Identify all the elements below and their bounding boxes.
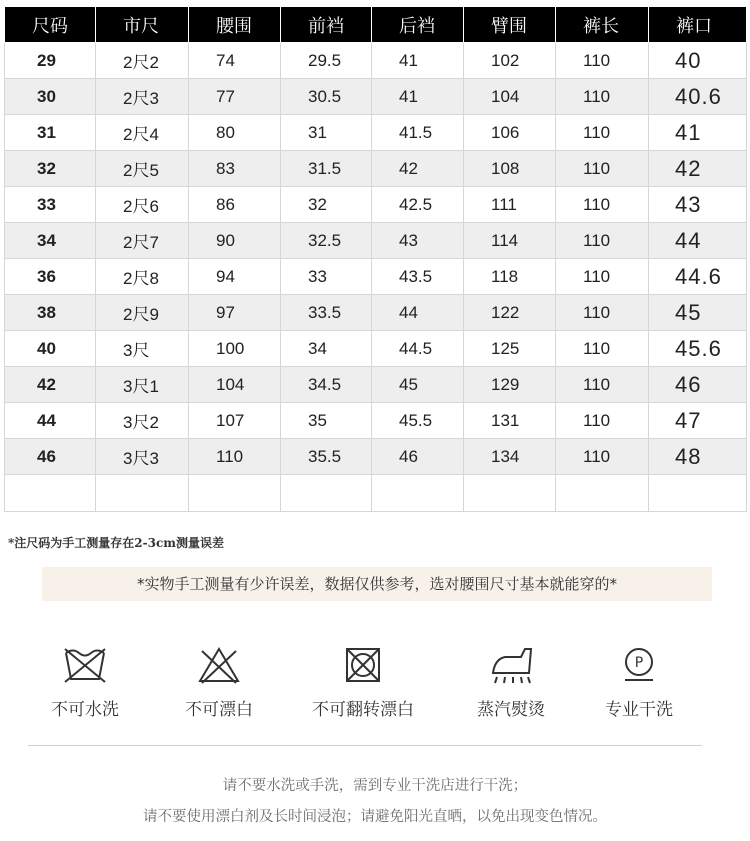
table-row	[5, 151, 747, 187]
cell-length: 110	[556, 115, 649, 151]
cell-chinese-size: 2尺7	[96, 223, 189, 259]
cell-size: 44	[5, 403, 96, 439]
cell-waist: 104	[189, 367, 281, 403]
cell-empty	[5, 475, 96, 512]
cell-waist: 74	[189, 43, 281, 79]
table-row	[5, 439, 747, 475]
cell-empty	[464, 475, 556, 512]
cell-length: 110	[556, 79, 649, 115]
cell-length: 110	[556, 151, 649, 187]
cell-leg-opening: 44	[649, 223, 747, 259]
cell-leg-opening: 45.6	[649, 331, 747, 367]
cell-leg-opening: 43	[649, 187, 747, 223]
cell-back-rise: 42.5	[372, 187, 464, 223]
cell-length: 110	[556, 403, 649, 439]
cell-chinese-size: 2尺8	[96, 259, 189, 295]
table-row	[5, 403, 747, 439]
cell-front-rise: 33.5	[281, 295, 372, 331]
table-row	[5, 259, 747, 295]
steam-iron-icon	[466, 645, 556, 685]
care-label-no-bleach: 不可漂白	[185, 700, 253, 720]
care-dry-clean	[594, 645, 684, 720]
cell-hip: 111	[464, 187, 556, 223]
cell-size: 33	[5, 187, 96, 223]
cell-hip: 129	[464, 367, 556, 403]
cell-empty	[281, 475, 372, 512]
cell-front-rise: 35	[281, 403, 372, 439]
cell-length: 110	[556, 367, 649, 403]
cell-waist: 80	[189, 115, 281, 151]
cell-empty	[649, 475, 747, 512]
measurement-note: *注尺码为手工测量存在2-3cm测量误差	[8, 536, 224, 550]
cell-back-rise: 41	[372, 43, 464, 79]
cell-front-rise: 29.5	[281, 43, 372, 79]
cell-front-rise: 32	[281, 187, 372, 223]
cell-length: 110	[556, 295, 649, 331]
table-row-empty	[5, 475, 747, 512]
cell-waist: 97	[189, 295, 281, 331]
svg-text:P: P	[634, 655, 644, 671]
cell-front-rise: 32.5	[281, 223, 372, 259]
cell-hip: 102	[464, 43, 556, 79]
cell-length: 110	[556, 223, 649, 259]
cell-back-rise: 41.5	[372, 115, 464, 151]
table-row	[5, 295, 747, 331]
cell-hip: 114	[464, 223, 556, 259]
cell-hip: 122	[464, 295, 556, 331]
cell-hip: 108	[464, 151, 556, 187]
footer-line-1: 请不要水洗或手洗，需到专业干洗店进行干洗；	[222, 778, 528, 794]
cell-chinese-size: 2尺5	[96, 151, 189, 187]
header-back-rise: 后裆	[372, 7, 464, 43]
cell-chinese-size: 3尺1	[96, 367, 189, 403]
no-wash-icon	[40, 645, 130, 685]
cell-length: 110	[556, 259, 649, 295]
cell-waist: 100	[189, 331, 281, 367]
care-instructions	[0, 645, 750, 735]
cell-back-rise: 42	[372, 151, 464, 187]
header-size: 尺码	[5, 7, 96, 43]
care-label-steam-iron: 蒸汽熨烫	[477, 700, 545, 720]
cell-leg-opening: 40.6	[649, 79, 747, 115]
disclaimer-banner: *实物手工测量有少许误差，数据仅供参考，选对腰围尺寸基本就能穿的*	[42, 567, 712, 601]
cell-chinese-size: 2尺2	[96, 43, 189, 79]
cell-back-rise: 43	[372, 223, 464, 259]
cell-chinese-size: 3尺2	[96, 403, 189, 439]
no-bleach-icon	[174, 645, 264, 685]
care-label-no-wash: 不可水洗	[51, 700, 119, 720]
cell-length: 110	[556, 331, 649, 367]
cell-leg-opening: 45	[649, 295, 747, 331]
cell-back-rise: 44	[372, 295, 464, 331]
dry-clean-icon	[594, 645, 684, 685]
footer-line-2: 请不要使用漂白剂及长时间浸泡；请避免阳光直晒，以免出现变色情况。	[143, 809, 607, 825]
care-no-wash	[40, 645, 130, 720]
cell-hip: 106	[464, 115, 556, 151]
cell-back-rise: 44.5	[372, 331, 464, 367]
cell-length: 110	[556, 187, 649, 223]
cell-hip: 134	[464, 439, 556, 475]
cell-back-rise: 41	[372, 79, 464, 115]
cell-waist: 83	[189, 151, 281, 187]
cell-front-rise: 33	[281, 259, 372, 295]
cell-hip: 118	[464, 259, 556, 295]
header-front-rise: 前裆	[281, 7, 372, 43]
table-row	[5, 187, 747, 223]
cell-front-rise: 34	[281, 331, 372, 367]
cell-size: 30	[5, 79, 96, 115]
no-tumble-dry-icon	[300, 645, 426, 685]
cell-leg-opening: 40	[649, 43, 747, 79]
cell-front-rise: 34.5	[281, 367, 372, 403]
cell-front-rise: 31	[281, 115, 372, 151]
care-no-bleach	[174, 645, 264, 720]
cell-size: 34	[5, 223, 96, 259]
cell-length: 110	[556, 43, 649, 79]
cell-hip: 125	[464, 331, 556, 367]
cell-leg-opening: 48	[649, 439, 747, 475]
cell-size: 36	[5, 259, 96, 295]
cell-size: 32	[5, 151, 96, 187]
care-steam-iron	[466, 645, 556, 720]
cell-back-rise: 45	[372, 367, 464, 403]
cell-size: 29	[5, 43, 96, 79]
table-row	[5, 223, 747, 259]
cell-waist: 94	[189, 259, 281, 295]
cell-empty	[189, 475, 281, 512]
cell-hip: 104	[464, 79, 556, 115]
cell-waist: 110	[189, 439, 281, 475]
care-label-dry-clean: 专业干洗	[605, 700, 673, 720]
header-leg-opening: 裤口	[649, 7, 747, 43]
cell-hip: 131	[464, 403, 556, 439]
cell-chinese-size: 3尺3	[96, 439, 189, 475]
cell-leg-opening: 41	[649, 115, 747, 151]
header-waist: 腰围	[189, 7, 281, 43]
table-header-row	[5, 7, 747, 43]
header-chinese-size: 市尺	[96, 7, 189, 43]
cell-back-rise: 43.5	[372, 259, 464, 295]
divider	[28, 745, 702, 746]
table-row	[5, 43, 747, 79]
cell-empty	[556, 475, 649, 512]
table-row	[5, 331, 747, 367]
cell-waist: 86	[189, 187, 281, 223]
cell-waist: 77	[189, 79, 281, 115]
care-no-tumble	[300, 645, 426, 720]
cell-back-rise: 45.5	[372, 403, 464, 439]
cell-back-rise: 46	[372, 439, 464, 475]
table-row	[5, 367, 747, 403]
cell-empty	[372, 475, 464, 512]
cell-size: 46	[5, 439, 96, 475]
cell-chinese-size: 3尺	[96, 331, 189, 367]
cell-size: 40	[5, 331, 96, 367]
table-row	[5, 115, 747, 151]
cell-size: 42	[5, 367, 96, 403]
cell-leg-opening: 46	[649, 367, 747, 403]
cell-chinese-size: 2尺4	[96, 115, 189, 151]
cell-waist: 90	[189, 223, 281, 259]
size-table	[4, 6, 747, 512]
cell-leg-opening: 44.6	[649, 259, 747, 295]
cell-front-rise: 31.5	[281, 151, 372, 187]
header-hip: 臂围	[464, 7, 556, 43]
cell-empty	[96, 475, 189, 512]
cell-chinese-size: 2尺9	[96, 295, 189, 331]
cell-size: 38	[5, 295, 96, 331]
cell-length: 110	[556, 439, 649, 475]
cell-front-rise: 30.5	[281, 79, 372, 115]
cell-leg-opening: 42	[649, 151, 747, 187]
care-label-no-tumble: 不可翻转漂白	[312, 700, 414, 720]
table-row	[5, 79, 747, 115]
cell-waist: 107	[189, 403, 281, 439]
cell-front-rise: 35.5	[281, 439, 372, 475]
table-body	[5, 43, 747, 512]
cell-size: 31	[5, 115, 96, 151]
cell-chinese-size: 2尺3	[96, 79, 189, 115]
cell-leg-opening: 47	[649, 403, 747, 439]
cell-chinese-size: 2尺6	[96, 187, 189, 223]
header-length: 裤长	[556, 7, 649, 43]
